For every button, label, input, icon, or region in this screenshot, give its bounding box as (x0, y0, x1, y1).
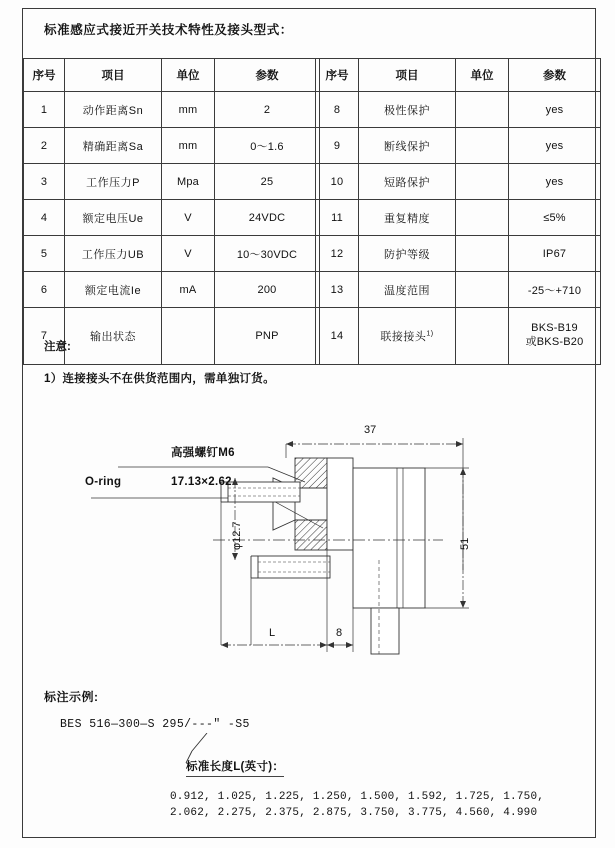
cell-unit (456, 128, 509, 164)
dimension-L: L (269, 627, 276, 639)
column-header-item: 项目 (359, 59, 456, 92)
cell-value: -25～+710 (509, 272, 601, 308)
cell-value: yes (509, 128, 601, 164)
table-row (316, 92, 601, 128)
cell-item: 极性保护 (359, 92, 456, 128)
cell-no: 4 (24, 200, 65, 236)
dimension-8: 8 (336, 627, 343, 639)
cell-item: 重复精度 (359, 200, 456, 236)
cell-unit: mm (162, 92, 215, 128)
table-row (24, 164, 320, 200)
column-header-value: 参数 (215, 59, 320, 92)
cell-item: 断线保护 (359, 128, 456, 164)
cell-value: 2 (215, 92, 320, 128)
cell-unit (162, 308, 215, 365)
cell-unit: mA (162, 272, 215, 308)
cell-no: 12 (316, 236, 359, 272)
cell-unit: Mpa (162, 164, 215, 200)
cell-unit (456, 272, 509, 308)
cell-no: 6 (24, 272, 65, 308)
column-header-item: 项目 (65, 59, 162, 92)
label-oring: O-ring (85, 476, 122, 488)
cell-no: 10 (316, 164, 359, 200)
cell-no: 2 (24, 128, 65, 164)
cell-value-line1: BKS-B19 (531, 322, 578, 335)
cell-value (509, 308, 601, 365)
length-values-line-2: 2.062, 2.275, 2.375, 2.875, 3.750, 3.775, 4.560, 4.990 (170, 807, 538, 819)
table-header-row (24, 59, 320, 92)
footnote-marker: 1) (426, 330, 434, 338)
cell-item: 短路保护 (359, 164, 456, 200)
table-row (24, 308, 320, 365)
cell-no: 5 (24, 236, 65, 272)
dimension-diameter: φ12.7 (231, 521, 243, 550)
cell-item: 温度范围 (359, 272, 456, 308)
cell-item: 额定电流Ie (65, 272, 162, 308)
standard-length-title: 标准长度L(英寸)： (186, 758, 284, 777)
cell-value: IP67 (509, 236, 601, 272)
table-row (24, 128, 320, 164)
annotation-heading: 标注示例: (44, 690, 99, 704)
annotation-code: BES 516—300—S 295/---" -S5 (60, 718, 250, 731)
spec-table-right (315, 58, 601, 365)
cell-value: 200 (215, 272, 320, 308)
dimension-37: 37 (364, 424, 377, 436)
cell-unit: mm (162, 128, 215, 164)
cell-value: 25 (215, 164, 320, 200)
cell-item: 输出状态 (65, 308, 162, 365)
table-row (24, 92, 320, 128)
technical-drawing (23, 420, 596, 680)
column-header-no: 序号 (316, 59, 359, 92)
table-row (316, 272, 601, 308)
notes-item-1: 1）连接接头不在供货范围内，需单独订货。 (44, 373, 275, 385)
cell-unit (456, 308, 509, 365)
table-row (316, 164, 601, 200)
cell-item: 额定电压Ue (65, 200, 162, 236)
cell-value: 0～1.6 (215, 128, 320, 164)
table-row (316, 308, 601, 365)
table-row (24, 200, 320, 236)
cell-unit (456, 236, 509, 272)
table-row (24, 272, 320, 308)
notes-heading: 注意: (44, 341, 71, 353)
drawing-svg (23, 420, 596, 680)
column-header-value: 参数 (509, 59, 601, 92)
cell-item: 工作压力P (65, 164, 162, 200)
standard-length-values (170, 789, 544, 821)
table-row (316, 128, 601, 164)
cell-no: 9 (316, 128, 359, 164)
table-row (316, 236, 601, 272)
cell-value: yes (509, 92, 601, 128)
cell-item: 动作距离Sn (65, 92, 162, 128)
cell-item: 防护等级 (359, 236, 456, 272)
cell-no: 14 (316, 308, 359, 365)
cell-no: 3 (24, 164, 65, 200)
table-row (24, 236, 320, 272)
cell-value: yes (509, 164, 601, 200)
label-oring-size: 17.13×2.62 (171, 476, 232, 488)
column-header-unit: 单位 (162, 59, 215, 92)
table-row (316, 200, 601, 236)
cell-item (359, 308, 456, 365)
dimension-51: 51 (459, 537, 471, 550)
table-header-row (316, 59, 601, 92)
cell-unit (456, 92, 509, 128)
label-high-strength-screw: 高强螺钉M6 (171, 447, 235, 459)
cell-no: 7 (24, 308, 65, 365)
cell-item: 精确距离Sa (65, 128, 162, 164)
cell-no: 8 (316, 92, 359, 128)
cell-value-line2: 或BKS-B20 (525, 336, 584, 348)
cell-value: PNP (215, 308, 320, 365)
cell-unit (456, 164, 509, 200)
cell-no: 11 (316, 200, 359, 236)
cell-unit: V (162, 236, 215, 272)
page-title: 标准感应式接近开关技术特性及接头型式： (44, 23, 293, 37)
cell-item: 工作压力UB (65, 236, 162, 272)
cell-item-label: 联接接头 (380, 331, 427, 343)
cell-unit (456, 200, 509, 236)
length-values-line-1: 0.912, 1.025, 1.225, 1.250, 1.500, 1.592, 1.725, 1.750, (170, 791, 545, 803)
cell-value: 24VDC (215, 200, 320, 236)
cell-no: 13 (316, 272, 359, 308)
spec-table-left (23, 58, 320, 365)
cell-value: 10～30VDC (215, 236, 320, 272)
cell-value: ≤5% (509, 200, 601, 236)
cell-no: 1 (24, 92, 65, 128)
column-header-no: 序号 (24, 59, 65, 92)
column-header-unit: 单位 (456, 59, 509, 92)
cell-unit: V (162, 200, 215, 236)
